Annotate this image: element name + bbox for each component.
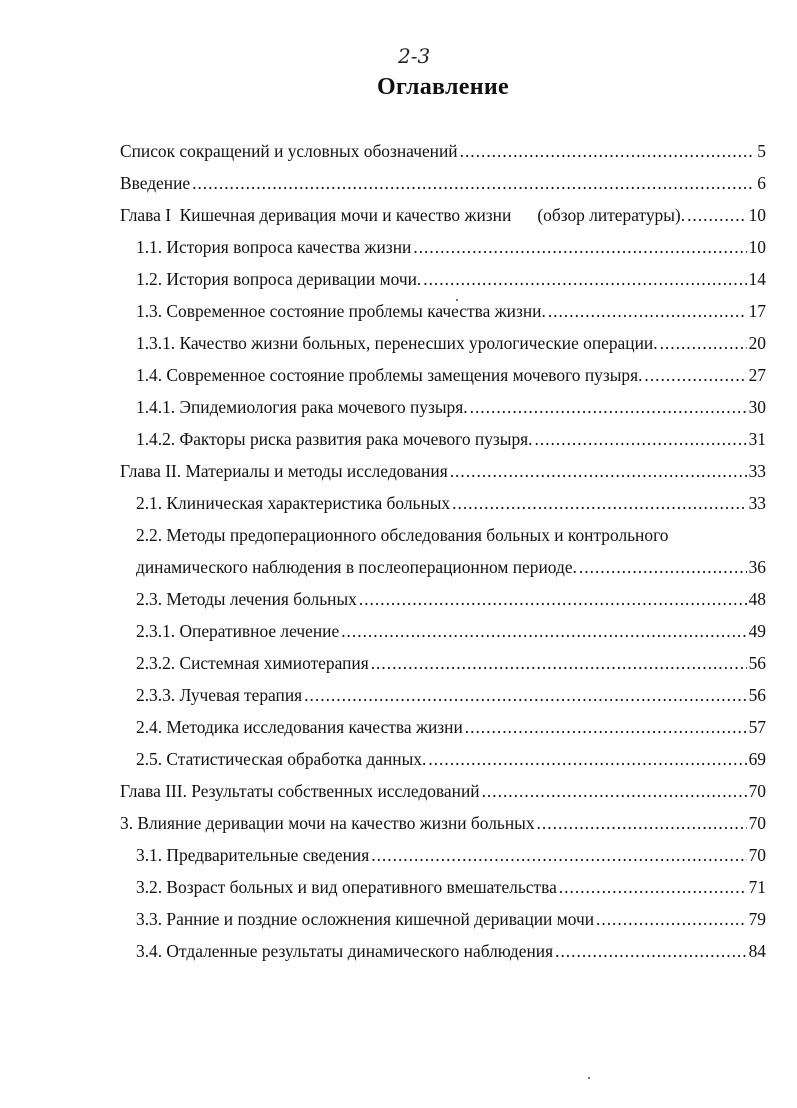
leader-dots xyxy=(537,812,747,834)
toc-entry xyxy=(136,588,766,610)
toc-entry-label: 3.1. Предварительные сведения xyxy=(136,845,370,865)
leader-dots xyxy=(687,204,747,226)
toc-entry xyxy=(136,652,766,674)
toc-entry xyxy=(120,780,766,802)
toc-entry-label: 3. Влияние деривации мочи на качество жизни больных xyxy=(120,813,535,833)
leader-dots xyxy=(423,268,746,290)
toc-entry-label: 2.2. Методы предоперационного обследования больных и контрольного xyxy=(136,525,669,545)
toc-entry-label: 3.3. Ранние и поздние осложнения кишечной деривации мочи xyxy=(136,909,595,929)
toc-entry-label: 2.3.2. Системная химиотерапия xyxy=(136,653,369,673)
toc-entry xyxy=(136,876,766,898)
toc-entry-page: 71 xyxy=(748,877,766,897)
toc-entry-label: динамического наблюдения в послеоперационном периоде. xyxy=(136,557,577,577)
toc-entry-label: 2.5. Статистическая обработка данных. xyxy=(136,749,427,769)
toc-entry xyxy=(136,716,766,738)
toc-entry xyxy=(136,844,766,866)
toc-entry xyxy=(136,332,766,354)
toc-entry-label: 1.3. Современное состояние проблемы качества жизни. xyxy=(136,301,546,321)
toc-entry-page: 36 xyxy=(748,557,766,577)
toc-entry-label: 2.3.1. Оперативное лечение xyxy=(136,621,340,641)
toc-entry-page: 20 xyxy=(748,333,766,353)
leader-dots xyxy=(482,780,747,802)
toc-entry-page: 70 xyxy=(748,813,766,833)
toc-entry-label: 3.2. Возраст больных и вид оперативного вмешательства xyxy=(136,877,557,897)
leader-dots xyxy=(371,844,746,866)
leader-dots xyxy=(535,428,747,450)
toc-entry xyxy=(136,620,766,642)
toc-entry-label: 2.4. Методика исследования качества жизни xyxy=(136,717,463,737)
toc-entry-label: 1.2. История вопроса деривации мочи. xyxy=(136,269,422,289)
toc-entry-page: 69 xyxy=(748,749,766,769)
toc-entry-page: 33 xyxy=(748,493,766,513)
leader-dots xyxy=(413,236,746,258)
leader-dots xyxy=(559,876,747,898)
scan-speck xyxy=(456,299,458,301)
leader-dots xyxy=(450,460,747,482)
toc-entry-page: 14 xyxy=(748,269,766,289)
leader-dots xyxy=(304,684,746,706)
toc-entry-label: 2.3.3. Лучевая терапия xyxy=(136,685,303,705)
toc-entry-page: 48 xyxy=(748,589,766,609)
toc-entry xyxy=(136,300,766,322)
leader-dots xyxy=(555,940,747,962)
toc-entry-page: 84 xyxy=(748,941,766,961)
toc-entry xyxy=(136,492,766,514)
toc-entry-label: 2.1. Клиническая характеристика больных xyxy=(136,493,451,513)
toc-entry xyxy=(120,812,766,834)
leader-dots xyxy=(548,300,747,322)
toc-entry-page: 27 xyxy=(748,365,766,385)
toc-entry-page: 5 xyxy=(757,141,766,161)
toc-entry-page: 70 xyxy=(748,781,766,801)
toc-entry xyxy=(136,908,766,930)
toc-entry-page: 10 xyxy=(748,205,766,225)
leader-dots xyxy=(596,908,747,930)
page-title: Оглавление xyxy=(377,74,509,100)
toc-entry xyxy=(136,428,766,450)
leader-dots xyxy=(460,140,756,162)
toc-entry-label: 1.3.1. Качество жизни больных, перенесших урологические операции. xyxy=(136,333,658,353)
leader-dots xyxy=(660,332,747,354)
toc-entry-page: 33 xyxy=(748,461,766,481)
toc-entry-label: 1.4.2. Факторы риска развития рака мочевого пузыря. xyxy=(136,429,533,449)
leader-dots xyxy=(579,556,747,578)
leader-dots xyxy=(470,396,747,418)
toc-entry xyxy=(120,204,766,226)
toc-entry xyxy=(136,268,766,290)
toc-entry-page: 79 xyxy=(748,909,766,929)
scan-speck xyxy=(588,1077,590,1079)
leader-dots xyxy=(644,364,746,386)
leader-dots xyxy=(192,172,755,194)
toc-entry-label: 2.3. Методы лечения больных xyxy=(136,589,357,609)
toc-entry xyxy=(136,684,766,706)
toc-entry xyxy=(120,460,766,482)
toc-entry xyxy=(120,172,766,194)
toc-entry xyxy=(136,940,766,962)
toc-entry xyxy=(136,556,766,578)
toc-entry-label: Введение xyxy=(120,173,191,193)
toc-entry-page: 31 xyxy=(748,429,766,449)
leader-dots xyxy=(452,492,746,514)
leader-dots xyxy=(428,748,746,770)
toc-entry-label: Список сокращений и условных обозначений xyxy=(120,141,458,161)
toc-entry-label: 1.4.1. Эпидемиология рака мочевого пузыря. xyxy=(136,397,468,417)
toc-entry-label: Глава II. Материалы и методы исследования xyxy=(120,461,448,481)
toc-entry-page: 49 xyxy=(748,621,766,641)
toc-entry-page: 70 xyxy=(748,845,766,865)
leader-dots xyxy=(359,588,747,610)
toc-entry-page: 56 xyxy=(748,685,766,705)
toc-entry-page: 10 xyxy=(748,237,766,257)
toc-entry-label: 1.4. Современное состояние проблемы замещения мочевого пузыря. xyxy=(136,365,643,385)
toc-entry-label: 1.1. История вопроса качества жизни xyxy=(136,237,412,257)
handwritten-page-mark: 2-3 xyxy=(398,44,431,68)
leader-dots xyxy=(371,652,747,674)
toc-entry xyxy=(120,140,766,162)
toc-entry-page: 17 xyxy=(748,301,766,321)
toc-entry-label: Глава I Кишечная деривация мочи и качество жизни (обзор литературы). xyxy=(120,205,686,225)
toc-entry xyxy=(136,364,766,386)
toc-entry xyxy=(136,236,766,258)
leader-dots xyxy=(341,620,746,642)
toc-entry-page: 56 xyxy=(748,653,766,673)
toc-entry xyxy=(136,748,766,770)
toc-entry xyxy=(136,396,766,418)
toc-entry-label: 3.4. Отдаленные результаты динамического наблюдения xyxy=(136,941,554,961)
toc-entry-label: Глава III. Результаты собственных исследований xyxy=(120,781,480,801)
toc-entry-page: 6 xyxy=(757,173,766,193)
toc-entry-page: 57 xyxy=(748,717,766,737)
toc-entry-page: 30 xyxy=(748,397,766,417)
leader-dots xyxy=(465,716,747,738)
